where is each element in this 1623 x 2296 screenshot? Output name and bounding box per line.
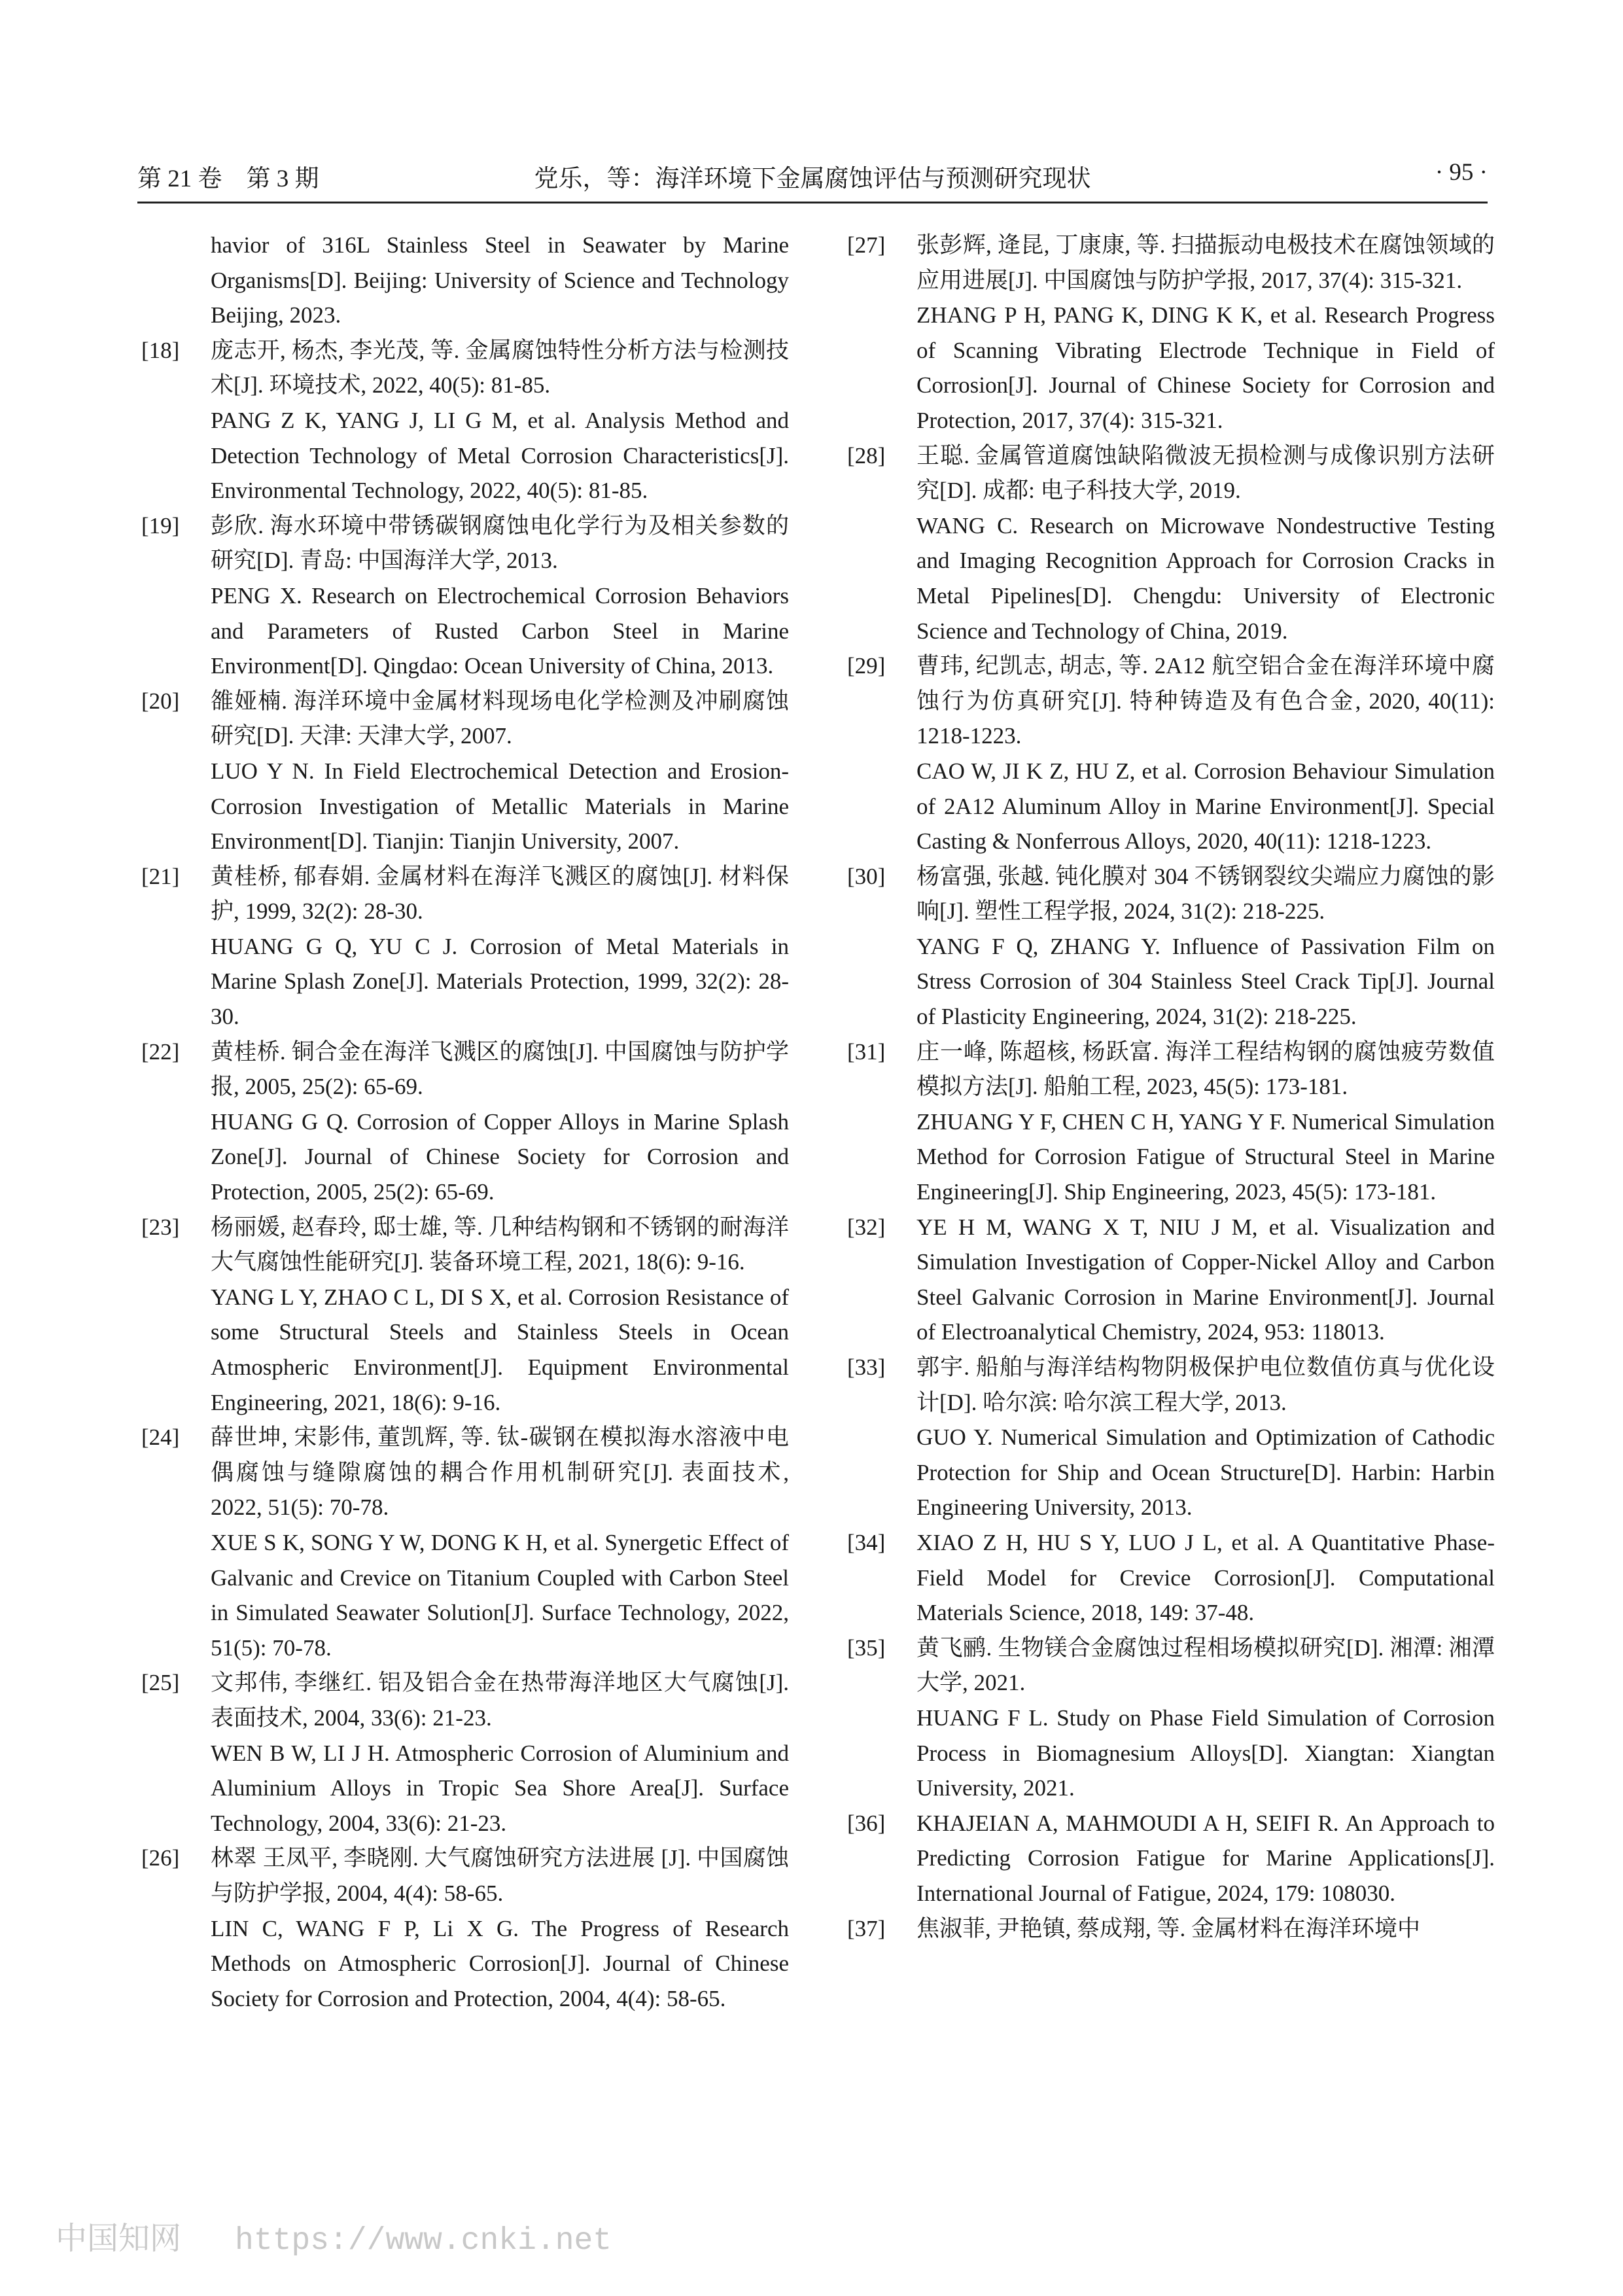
reference-body (211, 1420, 789, 1665)
running-header (137, 154, 1488, 203)
reference-number: [18] (141, 337, 180, 363)
reference-body (916, 438, 1495, 649)
reference-number: [32] (847, 1214, 886, 1240)
reference-body (916, 1210, 1495, 1350)
reference-body (916, 648, 1495, 859)
reference-body (916, 1350, 1495, 1525)
reference-chinese: 庞志开, 杨杰, 李光茂, 等. 金属腐蚀特性分析方法与检测技术[J]. 环境技术, 2022, 40(5): 81-85. (211, 337, 789, 398)
reference-english: XIAO Z H, HU S Y, LUO J L, et al. A Quantitative Phase-Field Model for Crevice Corrosion[J]. Computational Materials Science, 2018, 149: 37-48. (916, 1529, 1495, 1626)
reference-entry (141, 1034, 789, 1210)
reference-number: [19] (141, 512, 180, 539)
reference-body (211, 684, 789, 859)
reference-entry (847, 1350, 1495, 1525)
reference-number: [22] (141, 1038, 180, 1065)
reference-number: [25] (141, 1670, 180, 1696)
reference-chinese: 黄桂桥, 郁春娟. 金属材料在海洋飞溅区的腐蚀[J]. 材料保护, 1999, 32(2): 28-30. (211, 863, 789, 925)
cnki-watermark (56, 2213, 612, 2259)
reference-chinese: 庄一峰, 陈超核, 杨跃富. 海洋工程结构钢的腐蚀疲劳数值模拟方法[J]. 船舶工程, 2023, 45(5): 173-181. (916, 1038, 1495, 1100)
reference-english: CAO W, JI K Z, HU Z, et al. Corrosion Behaviour Simulation of 2A12 Aluminum Alloy in Marine Environment[J]. Special Casting & Nonferrous Alloys, 2020, 40(11): 1218-1223. (916, 758, 1495, 855)
reference-chinese: 杨富强, 张越. 钝化膜对 304 不锈钢裂纹尖端应力腐蚀的影响[J]. 塑性工程学报, 2024, 31(2): 218-225. (916, 863, 1495, 925)
reference-chinese: 焦淑菲, 尹艳镇, 蔡成翔, 等. 金属材料在海洋环境中 (916, 1915, 1421, 1941)
reference-english: PANG Z K, YANG J, LI G M, et al. Analysis Method and Detection Technology of Metal Corrosion Characteristics[J]. Environmental Technology, 2022, 40(5): 81-85. (211, 407, 789, 504)
page-number: · 95 · (1435, 159, 1488, 186)
reference-number: [33] (847, 1354, 886, 1380)
reference-entry (141, 508, 789, 684)
watermark-site-name: 中国知网 (56, 2221, 182, 2256)
reference-number: [24] (141, 1424, 180, 1451)
reference-list-right (847, 228, 1495, 1946)
reference-english: HUANG G Q, YU C J. Corrosion of Metal Materials in Marine Splash Zone[J]. Materials Protection, 1999, 32(2): 28-30. (211, 933, 789, 1030)
reference-english: HUANG G Q. Corrosion of Copper Alloys in Marine Splash Zone[J]. Journal of Chinese Society for Corrosion and Protection, 2005, 25(2): 65-69. (211, 1108, 789, 1205)
reference-english: YANG F Q, ZHANG Y. Influence of Passivation Film on Stress Corrosion of 304 Stainless Steel Crack Tip[J]. Journal of Plasticity Engineering, 2024, 31(2): 218-225. (916, 933, 1495, 1030)
reference-body (916, 1806, 1495, 1911)
reference-entry (847, 1806, 1495, 1911)
reference-english: HUANG F L. Study on Phase Field Simulation of Corrosion Process in Biomagnesium Alloys[D]. Xiangtan: Xiangtan University, 2021. (916, 1704, 1495, 1801)
reference-number: [35] (847, 1634, 886, 1661)
reference-body (916, 1631, 1495, 1806)
reference-entry (847, 1911, 1495, 1947)
reference-entry (141, 1841, 789, 2016)
reference-number: [37] (847, 1915, 886, 1941)
right-column (847, 228, 1495, 1946)
reference-number: [31] (847, 1038, 886, 1065)
reference-chinese: 杨丽媛, 赵春玲, 邸士雄, 等. 几种结构钢和不锈钢的耐海洋大气腐蚀性能研究[J]. 装备环境工程, 2021, 18(6): 9-16. (211, 1214, 789, 1275)
reference-english: WANG C. Research on Microwave Nondestructive Testing and Imaging Recognition Approach for Corrosion Cracks in Metal Pipelines[D]. Chengdu: University of Electronic Science and Technology of China, 2019. (916, 512, 1495, 644)
left-column (141, 228, 789, 2016)
reference-english: LUO Y N. In Field Electrochemical Detection and Erosion-Corrosion Investigation of Metallic Materials in Marine Environment[D]. Tianjin: Tianjin University, 2007. (211, 758, 789, 855)
reference-chinese: 雒娅楠. 海洋环境中金属材料现场电化学检测及冲刷腐蚀研究[D]. 天津: 天津大学, 2007. (211, 688, 789, 749)
reference-body (211, 1034, 789, 1210)
reference-body (211, 859, 789, 1034)
reference-entry (141, 1665, 789, 1841)
watermark-url[interactable]: https://www.cnki.net (235, 2223, 612, 2259)
reference-entry (141, 333, 789, 508)
reference-english: YE H M, WANG X T, NIU J M, et al. Visualization and Simulation Investigation of Copper-Nickel Alloy and Carbon Steel Galvanic Corrosion in Marine Environment[J]. Journal of Electroanalytical Chemistry, 2024, 953: 118013. (916, 1214, 1495, 1345)
reference-number: [30] (847, 863, 886, 889)
reference-number: [36] (847, 1810, 886, 1836)
reference-entry (141, 1210, 789, 1421)
reference-entry (847, 1525, 1495, 1631)
reference-chinese: 薛世坤, 宋影伟, 董凯辉, 等. 钛-碳钢在模拟海水溶液中电偶腐蚀与缝隙腐蚀的耦合作用机制研究[J]. 表面技术, 2022, 51(5): 70-78. (211, 1424, 789, 1521)
running-title: 党乐，等：海洋环境下金属腐蚀评估与预测研究现状 (534, 166, 1091, 192)
journal-issue: 第 21 卷 第 3 期 (137, 166, 319, 192)
reference-number: [28] (847, 442, 886, 468)
reference-chinese: 张彭辉, 逄昆, 丁康康, 等. 扫描振动电极技术在腐蚀领域的应用进展[J]. 中国腐蚀与防护学报, 2017, 37(4): 315-321. (916, 232, 1495, 293)
reference-number: [26] (141, 1845, 180, 1871)
reference-chinese: 林翠 王凤平, 李晓刚. 大气腐蚀研究方法进展 [J]. 中国腐蚀与防护学报, 2004, 4(4): 58-65. (211, 1845, 789, 1906)
reference-english: WEN B W, LI J H. Atmospheric Corrosion of Aluminium and Aluminium Alloys in Tropic Sea Shore Area[J]. Surface Technology, 2004, 33(6): 21-23. (211, 1740, 789, 1836)
reference-chinese: 王聪. 金属管道腐蚀缺陷微波无损检测与成像识别方法研究[D]. 成都: 电子科技大学, 2019. (916, 442, 1495, 504)
reference-body (211, 1665, 789, 1841)
reference-english: GUO Y. Numerical Simulation and Optimization of Cathodic Protection for Ship and Ocean Structure[D]. Harbin: Harbin Engineering University, 2013. (916, 1424, 1495, 1521)
reference-body (211, 1210, 789, 1421)
reference-english: ZHANG P H, PANG K, DING K K, et al. Research Progress of Scanning Vibrating Electrode Technique in Field of Corrosion[J]. Journal of Chinese Society for Corrosion and Protection, 2017, 37(4): 315-321. (916, 302, 1495, 433)
reference-entry (847, 1631, 1495, 1806)
reference-number: [23] (141, 1214, 180, 1240)
reference-chinese: 黄桂桥. 铜合金在海洋飞溅区的腐蚀[J]. 中国腐蚀与防护学报, 2005, 25(2): 65-69. (211, 1038, 789, 1100)
reference-entry (847, 228, 1495, 438)
reference-entry (847, 648, 1495, 859)
reference-chinese: 黄飞鹂. 生物镁合金腐蚀过程相场模拟研究[D]. 湘潭: 湘潭大学, 2021. (916, 1634, 1495, 1696)
reference-chinese: 曹玮, 纪凯志, 胡志, 等. 2A12 航空铝合金在海洋环境中腐蚀行为仿真研究[J]. 特种铸造及有色合金, 2020, 40(11): 1218-1223. (916, 653, 1495, 749)
reference-number: [20] (141, 688, 180, 714)
reference-entry (847, 859, 1495, 1034)
reference-number: [27] (847, 232, 886, 258)
reference-entry (847, 438, 1495, 649)
reference-english: YANG L Y, ZHAO C L, DI S X, et al. Corrosion Resistance of some Structural Steels and Stainless Steels in Ocean Atmospheric Environment[J]. Equipment Environmental Engineering, 2021, 18(6): 9-16. (211, 1284, 789, 1415)
reference-body (211, 333, 789, 508)
reference-entry (141, 1420, 789, 1665)
reference-body (916, 1034, 1495, 1210)
reference-entry (141, 859, 789, 1034)
reference-english: PENG X. Research on Electrochemical Corrosion Behaviors and Parameters of Rusted Carbon Steel in Marine Environment[D]. Qingdao: Ocean University of China, 2013. (211, 582, 789, 679)
reference-number: [29] (847, 653, 886, 679)
reference-body (916, 1911, 1495, 1947)
reference-body (916, 228, 1495, 438)
reference-body (211, 1841, 789, 2016)
reference-english: XUE S K, SONG Y W, DONG K H, et al. Synergetic Effect of Galvanic and Crevice on Titanium Coupled with Carbon Steel in Simulated Seawater Solution[J]. Surface Technology, 2022, 51(5): 70-78. (211, 1529, 789, 1661)
reference-entry (847, 1034, 1495, 1210)
reference-chinese: 郭宇. 船舶与海洋结构物阴极保护电位数值仿真与优化设计[D]. 哈尔滨: 哈尔滨工程大学, 2013. (916, 1354, 1495, 1415)
reference-body (916, 859, 1495, 1034)
reference-chinese: 彭欣. 海水环境中带锈碳钢腐蚀电化学行为及相关参数的研究[D]. 青岛: 中国海洋大学, 2013. (211, 512, 789, 574)
reference-number: [21] (141, 863, 180, 889)
reference-body (916, 1525, 1495, 1631)
reference-english: ZHUANG Y F, CHEN C H, YANG Y F. Numerical Simulation Method for Corrosion Fatigue of Structural Steel in Marine Engineering[J]. Ship Engineering, 2023, 45(5): 173-181. (916, 1108, 1495, 1205)
reference-number: [34] (847, 1529, 886, 1555)
reference-continuation: havior of 316L Stainless Steel in Seawater by Marine Organisms[D]. Beijing: University of Science and Technology Beijing, 2023. (211, 232, 789, 328)
reference-english: KHAJEIAN A, MAHMOUDI A H, SEIFI R. An Approach to Predicting Corrosion Fatigue for Marine Applications[J]. International Journal of Fatigue, 2024, 179: 108030. (916, 1810, 1495, 1906)
reference-body (211, 508, 789, 684)
reference-chinese: 文邦伟, 李继红. 铝及铝合金在热带海洋地区大气腐蚀[J]. 表面技术, 2004, 33(6): 21-23. (211, 1670, 789, 1731)
reference-entry (847, 1210, 1495, 1350)
reference-english: LIN C, WANG F P, Li X G. The Progress of Research Methods on Atmospheric Corrosion[J]. Journal of Chinese Society for Corrosion and Protection, 2004, 4(4): 58-65. (211, 1915, 789, 2011)
reference-entry (141, 684, 789, 859)
reference-list-left (141, 333, 789, 2017)
